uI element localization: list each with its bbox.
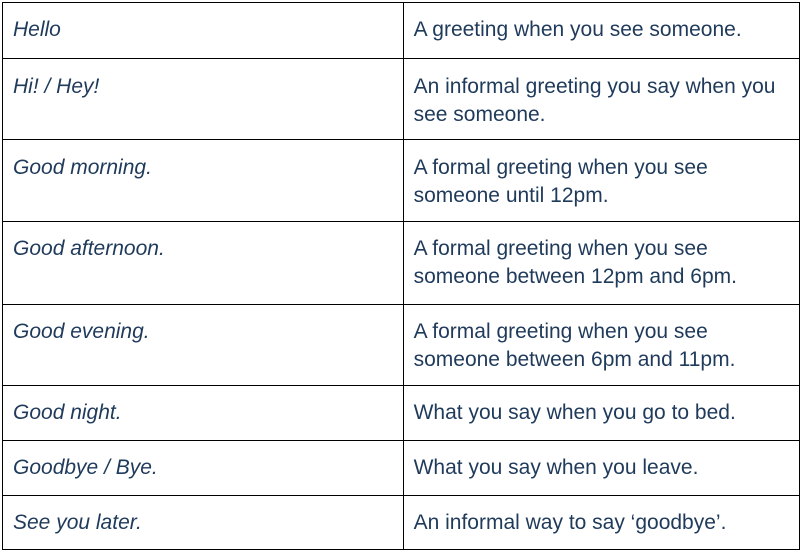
table-row: [3, 386, 800, 441]
table-row: [3, 305, 800, 386]
meaning-cell: A formal greeting when you see someone between 6pm and 11pm.: [403, 305, 799, 386]
phrase-cell: Hi! / Hey!: [3, 59, 404, 140]
table-row: [3, 140, 800, 222]
phrase-cell: Hello: [3, 3, 404, 59]
meaning-cell: What you say when you leave.: [403, 441, 799, 496]
phrase-cell: See you later.: [3, 496, 404, 550]
meaning-cell: A formal greeting when you see someone between 12pm and 6pm.: [403, 222, 799, 305]
table-row: [3, 496, 800, 550]
table-row: [3, 3, 800, 59]
meaning-cell: An informal way to say ‘goodbye’.: [403, 496, 799, 550]
table-row: [3, 222, 800, 305]
greetings-table: [2, 2, 800, 550]
phrase-cell: Good afternoon.: [3, 222, 404, 305]
table-row: [3, 441, 800, 496]
phrase-cell: Goodbye / Bye.: [3, 441, 404, 496]
phrase-cell: Good morning.: [3, 140, 404, 222]
meaning-cell: An informal greeting you say when you see someone.: [403, 59, 799, 140]
phrase-cell: Good night.: [3, 386, 404, 441]
table-row: [3, 59, 800, 140]
meaning-cell: A formal greeting when you see someone until 12pm.: [403, 140, 799, 222]
phrase-cell: Good evening.: [3, 305, 404, 386]
meaning-cell: A greeting when you see someone.: [403, 3, 799, 59]
meaning-cell: What you say when you go to bed.: [403, 386, 799, 441]
